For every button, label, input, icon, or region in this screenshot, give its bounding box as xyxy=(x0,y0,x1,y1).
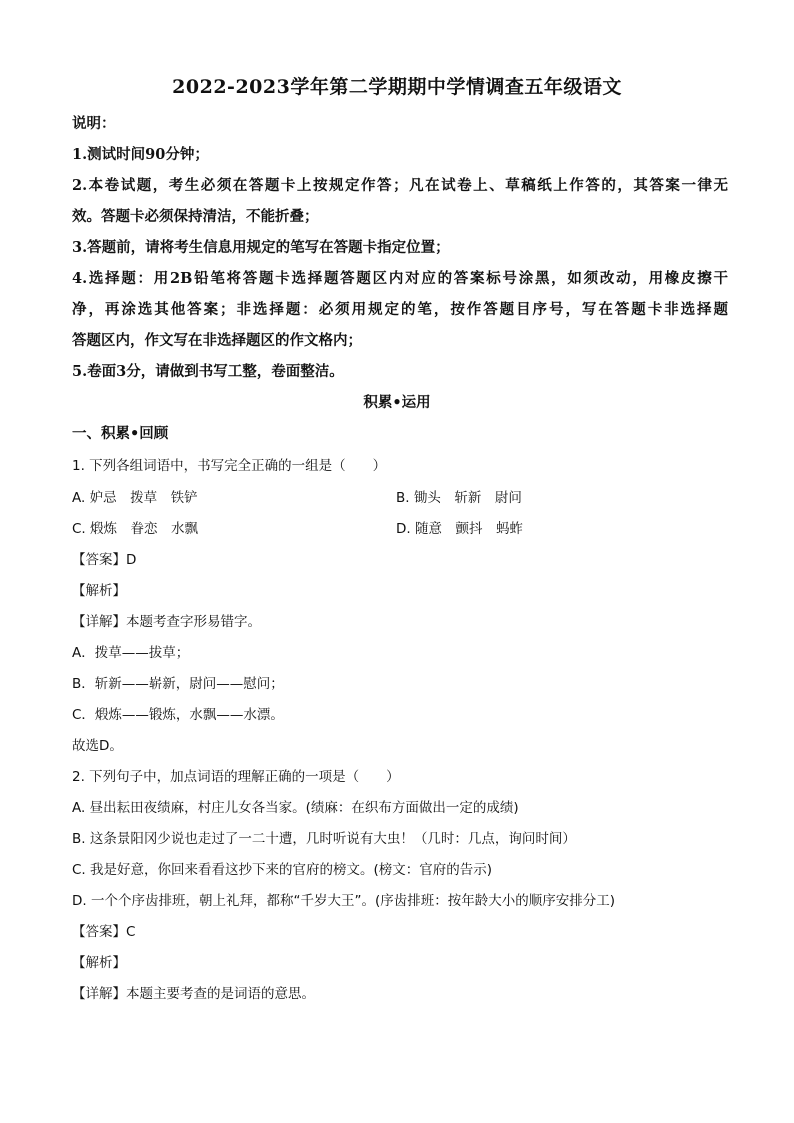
q2-detail: 【详解】本题主要考查的是词语的意思。 xyxy=(72,986,315,1002)
note-item-2-cont: 效。答题卡必须保持清洁，不能折叠； xyxy=(72,208,319,225)
q2-option-d: D. 一个个序齿排班，朝上礼拜，都称“千岁大王”。(序齿排班：按年龄大小的顺序安排分工) xyxy=(72,893,615,909)
q1-analysis: 【解析】 xyxy=(72,583,126,599)
q1-option-d: D. 随意 颤抖 蚂蚱 xyxy=(396,521,523,537)
q2-stem: 2. 下列句子中，加点词语的理解正确的一项是（ ） xyxy=(72,769,400,785)
q2-option-b: B. 这条景阳冈少说也走过了一二十遭，几时听说有大虫！（几时：几点，询问时间） xyxy=(72,831,576,847)
note-item-2: 2.本卷试题，考生必须在答题卡上按规定作答；凡在试卷上、草稿纸上作答的，其答案一律无 xyxy=(72,177,728,194)
part-title: 一、积累•回顾 xyxy=(72,425,169,442)
q1-line-b: B．斩新——崭新，尉问——慰问； xyxy=(72,676,284,692)
q2-option-c: C. 我是好意，你回来看看这抄下来的官府的榜文。(榜文：官府的告示) xyxy=(72,862,493,878)
q1-stem: 1. 下列各组词语中，书写完全正确的一组是（ ） xyxy=(72,458,387,474)
note-item-3: 3.答题前，请将考生信息用规定的笔写在答题卡指定位置； xyxy=(72,239,450,256)
q1-option-c: C. 煅炼 眷恋 水飘 xyxy=(72,521,199,537)
page-title: 2022-2023学年第二学期期中学情调查五年级语文 xyxy=(172,76,622,98)
note-item-5: 5.卷面3分，请做到书写工整，卷面整洁。 xyxy=(72,363,344,380)
q1-line-a: A．拨草——拔草； xyxy=(72,645,190,661)
note-item-4: 4.选择题：用2B铅笔将答题卡选择题答题区内对应的答案标号涂黑，如须改动，用橡皮擦干 xyxy=(72,270,728,287)
notes-heading: 说明： xyxy=(72,115,116,132)
note-item-4-cont: 净，再涂选其他答案；非选择题：必须用规定的笔，按作答题目序号，写在答题卡非选择题 xyxy=(72,301,728,318)
note-item-1: 1.测试时间90分钟； xyxy=(72,146,209,163)
q1-option-a: A. 妒忌 拨草 铁铲 xyxy=(72,490,198,506)
q1-detail: 【详解】本题考查字形易错字。 xyxy=(72,614,261,630)
q1-option-b: B. 锄头 斩新 尉问 xyxy=(396,490,522,506)
q1-answer: 【答案】D xyxy=(72,552,137,568)
q1-line-c: C．煅炼——锻炼，水飘——水漂。 xyxy=(72,707,284,723)
section-title: 积累•运用 xyxy=(363,394,431,411)
q2-analysis: 【解析】 xyxy=(72,955,126,971)
note-item-4-cont2: 答题区内，作文写在非选择题区的作文格内； xyxy=(72,332,362,349)
q2-option-a: A. 昼出耘田夜绩麻，村庄儿女各当家。(绩麻：在织布方面做出一定的成绩) xyxy=(72,800,519,816)
q1-conclusion: 故选D。 xyxy=(72,738,123,754)
q2-answer: 【答案】C xyxy=(72,924,136,940)
